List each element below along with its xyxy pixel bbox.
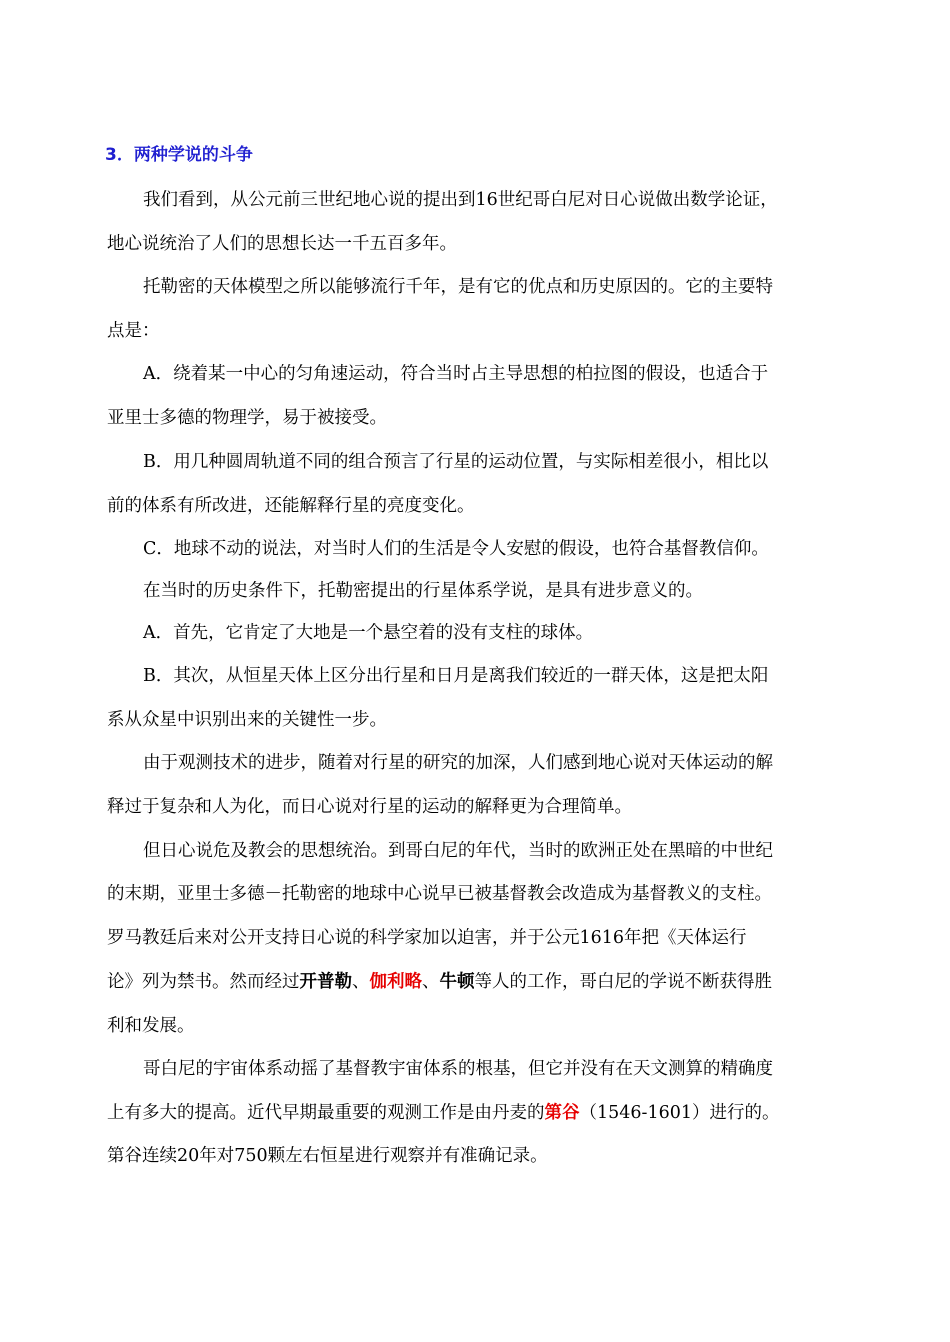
text-run: 等人的工作，哥白尼的学说不断获得胜 xyxy=(474,972,772,992)
paragraph-line: 哥白尼的宇宙体系动摇了基督教宇宙体系的根基，但它并没有在天文测算的精确度 xyxy=(143,1059,773,1079)
paragraph-line xyxy=(107,1099,780,1127)
paragraph-line: 托勒密的天体模型之所以能够流行千年，是有它的优点和历史原因的。它的主要特 xyxy=(143,277,773,297)
paragraph-line: 利和发展。 xyxy=(107,1016,195,1036)
paragraph-line: 的末期，亚里士多德－托勒密的地球中心说早已被基督教会改造成为基督教义的支柱。 xyxy=(107,884,772,904)
section-heading: 3．两种学说的斗争 xyxy=(105,145,253,165)
text-run: 、 xyxy=(422,972,440,992)
paragraph-line: A．首先，它肯定了大地是一个悬空着的没有支柱的球体。 xyxy=(143,623,594,643)
paragraph-line: B．其次，从恒星天体上区分出行星和日月是离我们较近的一群天体，这是把太阳 xyxy=(143,666,769,686)
text-run: 上有多大的提高。近代早期最重要的观测工作是由丹麦的 xyxy=(107,1103,545,1123)
paragraph-line: 但日心说危及教会的思想统治。到哥白尼的年代，当时的欧洲正处在黑暗的中世纪 xyxy=(143,841,773,861)
paragraph-line: 第谷连续20年对750颗左右恒星进行观察并有准确记录。 xyxy=(107,1146,548,1166)
paragraph-line: 系从众星中识别出来的关键性一步。 xyxy=(107,710,387,730)
name-tycho: 第谷 xyxy=(544,1103,580,1123)
paragraph-line: 我们看到，从公元前三世纪地心说的提出到16世纪哥白尼对日心说做出数学论证， xyxy=(143,190,778,210)
paragraph-line: 前的体系有所改进，还能解释行星的亮度变化。 xyxy=(107,496,475,516)
paragraph-line: 罗马教廷后来对公开支持日心说的科学家加以迫害，并于公元1616年把《天体运行 xyxy=(107,928,747,948)
paragraph-line: 释过于复杂和人为化，而日心说对行星的运动的解释更为合理简单。 xyxy=(107,797,632,817)
text-run: 、 xyxy=(352,972,370,992)
paragraph-line: 在当时的历史条件下，托勒密提出的行星体系学说，是具有进步意义的。 xyxy=(143,581,703,601)
paragraph-line: B．用几种圆周轨道不同的组合预言了行星的运动位置，与实际相差很小，相比以 xyxy=(143,452,769,472)
paragraph-line xyxy=(107,968,772,996)
text-run: 论》列为禁书。然而经过 xyxy=(107,972,300,992)
text-run: （1546-1601）进行的。 xyxy=(579,1103,780,1123)
name-kepler: 开普勒 xyxy=(299,972,352,992)
paragraph-line: C．地球不动的说法，对当时人们的生活是令人安慰的假设，也符合基督教信仰。 xyxy=(143,539,769,559)
paragraph-line: A．绕着某一中心的匀角速运动，符合当时占主导思想的柏拉图的假设，也适合于 xyxy=(143,364,769,384)
name-galileo: 伽利略 xyxy=(369,972,422,992)
paragraph-line: 地心说统治了人们的思想长达一千五百多年。 xyxy=(107,234,457,254)
paragraph-line: 由于观测技术的进步，随着对行星的研究的加深，人们感到地心说对天体运动的解 xyxy=(143,753,773,773)
paragraph-line: 亚里士多德的物理学，易于被接受。 xyxy=(107,408,387,428)
name-newton: 牛顿 xyxy=(439,972,475,992)
paragraph-line: 点是： xyxy=(107,321,160,341)
